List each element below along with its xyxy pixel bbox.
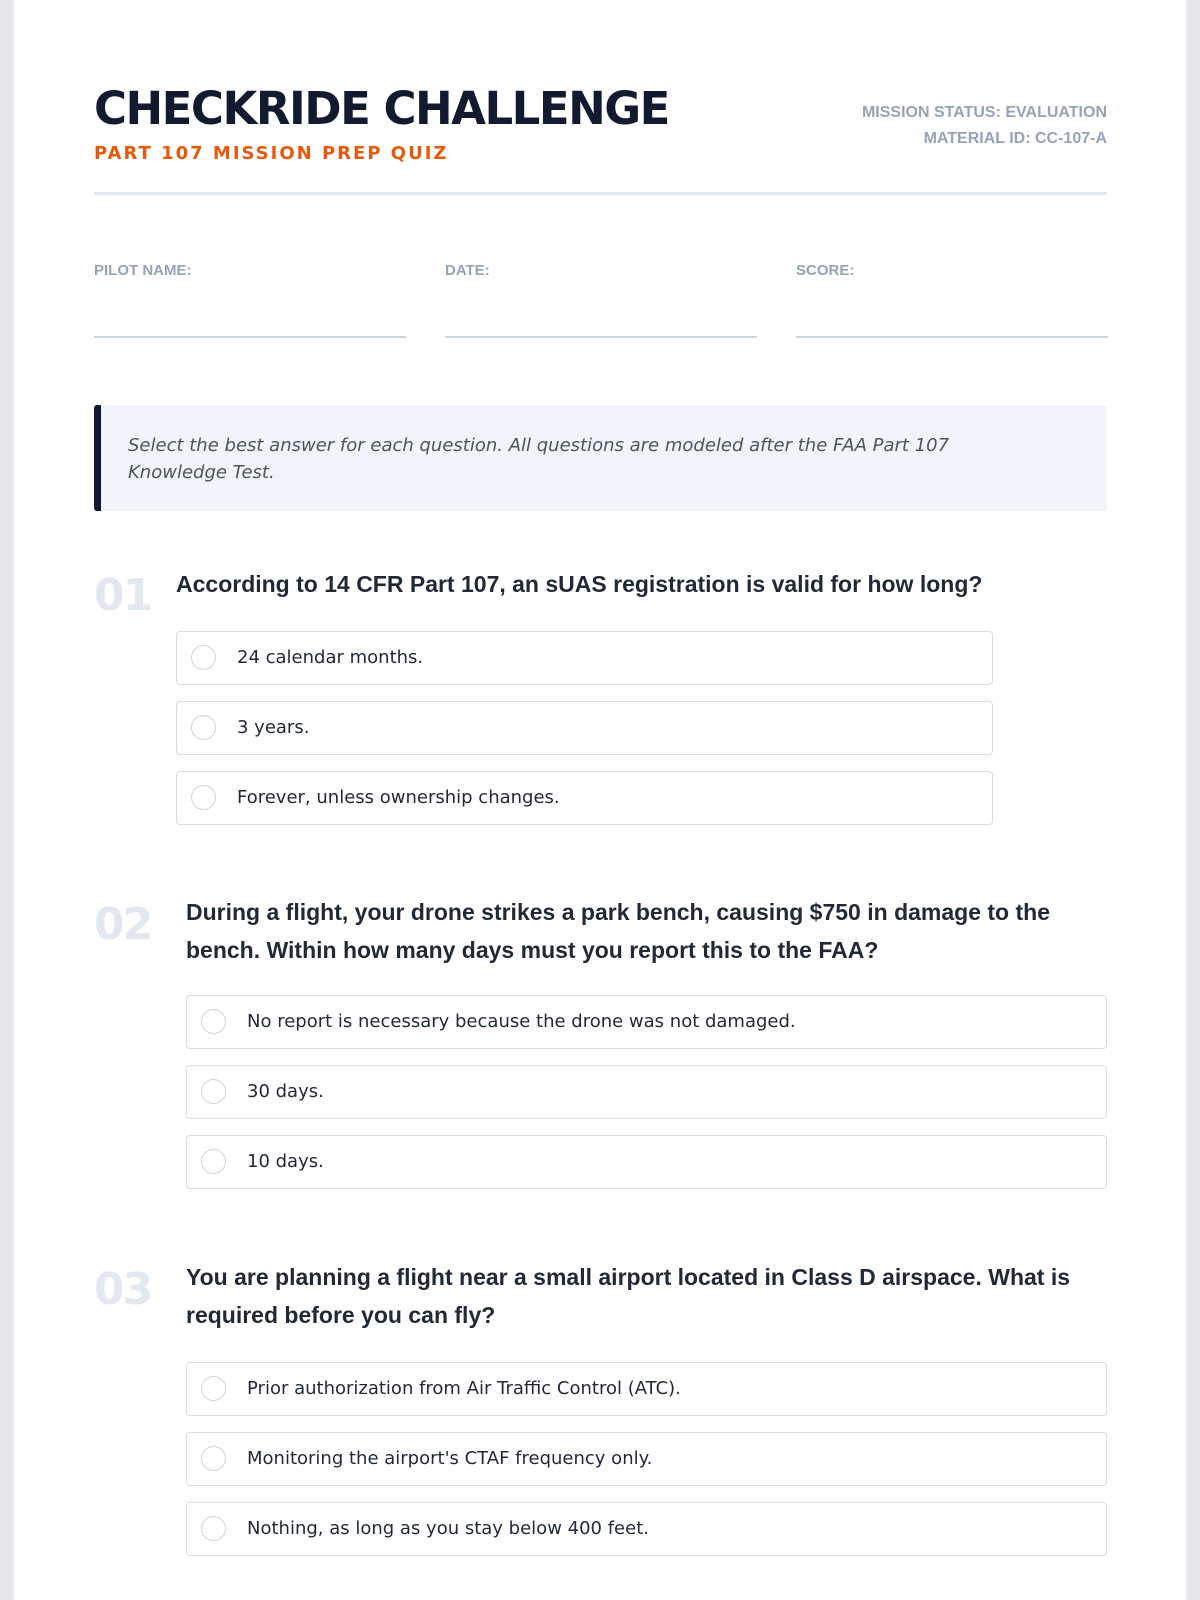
answer-option[interactable] [186,995,1107,1049]
answer-option[interactable] [186,1135,1107,1189]
answer-label: No report is necessary because the drone was not damaged. [247,1011,796,1032]
answer-option[interactable] [186,1432,1107,1486]
pilot-name-line[interactable] [94,336,406,338]
instructions-box: Select the best answer for each question. All questions are modeled after the FAA Part 107 Knowledge Test. [94,405,1107,511]
quiz-sheet [14,0,1186,1600]
question-number: 02 [94,899,152,950]
header-divider [94,192,1107,195]
radio-button[interactable] [191,715,216,740]
radio-button[interactable] [201,1149,226,1174]
answer-label: 30 days. [247,1081,324,1102]
score-label: SCORE: [796,262,855,279]
radio-button[interactable] [201,1079,226,1104]
date-field[interactable] [445,262,757,279]
page-subtitle: PART 107 MISSION PREP QUIZ [94,143,449,164]
material-id: MATERIAL ID: CC-107-A [923,130,1107,147]
answer-option[interactable] [186,1362,1107,1416]
answer-option[interactable] [186,1065,1107,1119]
date-line[interactable] [445,336,757,338]
radio-button[interactable] [201,1009,226,1034]
question-text: During a flight, your drone strikes a park bench, causing $750 in damage to the bench. Within how many days must you report this to the FAA? [186,899,1050,963]
answer-option[interactable] [176,631,993,685]
page-title: CHECKRIDE CHALLENGE [94,82,669,135]
answer-label: 24 calendar months. [237,647,424,668]
question-text: You are planning a flight near a small airport located in Class D airspace. What is required before you can fly? [186,1264,1071,1328]
answer-option[interactable] [176,701,993,755]
mission-status: MISSION STATUS: EVALUATION [861,104,1107,121]
mission-meta [862,100,1107,152]
radio-button[interactable] [201,1446,226,1471]
answer-label: 10 days. [247,1151,324,1172]
radio-button[interactable] [191,645,216,670]
answer-label: Forever, unless ownership changes. [237,787,560,808]
pilot-name-label: PILOT NAME: [94,262,192,279]
date-label: DATE: [445,262,490,279]
answer-option[interactable] [176,771,993,825]
radio-button[interactable] [191,785,216,810]
answer-label: 3 years. [237,717,310,738]
radio-button[interactable] [201,1516,226,1541]
question-number: 01 [94,570,152,621]
answer-label: Prior authorization from Air Traffic Control (ATC). [247,1378,681,1399]
score-line[interactable] [796,336,1108,338]
question-number: 03 [94,1264,152,1315]
answer-option[interactable] [186,1502,1107,1556]
radio-button[interactable] [201,1376,226,1401]
pilot-name-field[interactable] [94,262,406,279]
answer-label: Nothing, as long as you stay below 400 feet. [247,1518,649,1539]
score-field[interactable] [796,262,1108,279]
answer-label: Monitoring the airport's CTAF frequency only. [247,1448,653,1469]
question-text: According to 14 CFR Part 107, an sUAS registration is valid for how long? [176,571,983,597]
